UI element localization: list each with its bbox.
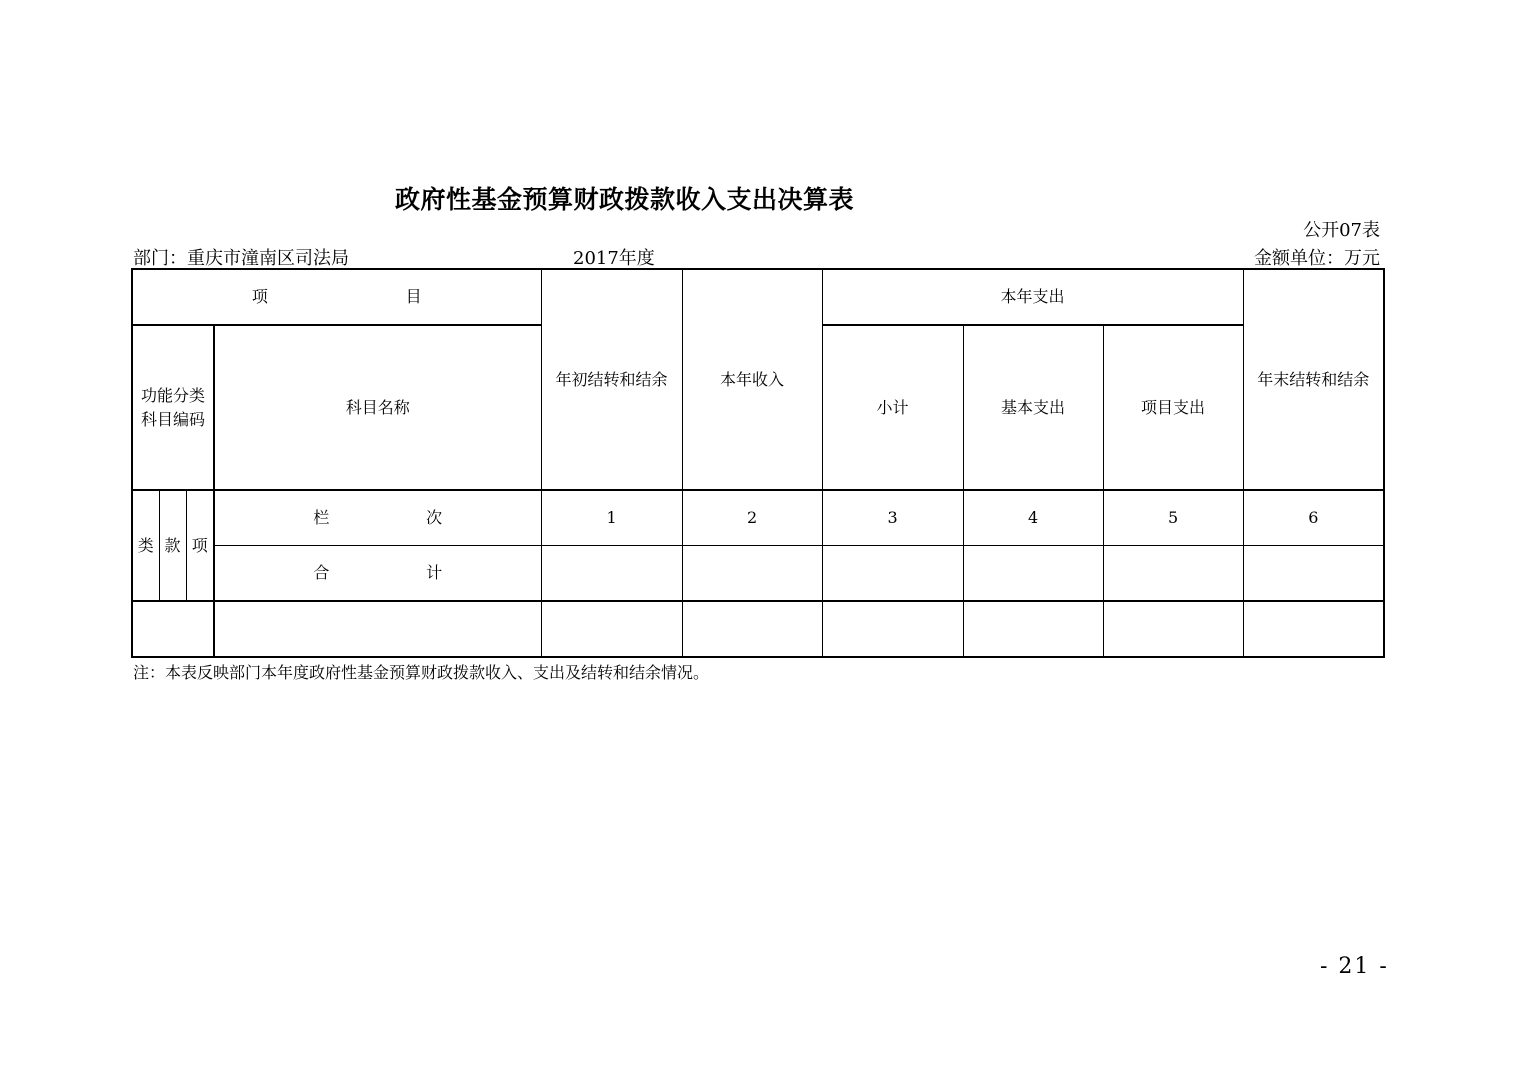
total-row-label-part: 合: [313, 563, 330, 583]
function-code-line: 科目编码: [140, 409, 205, 429]
column-row-label-part: 栏: [313, 508, 330, 528]
total-row-label: [214, 546, 541, 602]
function-code-header: [132, 325, 214, 490]
blank-cell: [1103, 601, 1243, 657]
total-cell: [1103, 546, 1243, 602]
blank-cell: [541, 601, 682, 657]
page-number: - 21 -: [1320, 954, 1389, 979]
total-row-label-part: 计: [426, 563, 443, 583]
blank-cell: [822, 601, 963, 657]
blank-code-cell: [132, 601, 214, 657]
item-header-part: 项: [251, 287, 268, 307]
project-expense-header: 项目支出: [1103, 325, 1243, 490]
column-number: 2: [682, 490, 822, 546]
item-header: [132, 269, 541, 325]
amount-unit: 金额单位：万元: [1254, 248, 1380, 269]
blank-cell: [214, 601, 541, 657]
code-class-header: 类: [132, 490, 159, 601]
column-row-label-part: 次: [426, 508, 443, 528]
code-item-header: 项: [186, 490, 214, 601]
column-number: 5: [1103, 490, 1243, 546]
total-cell: [682, 546, 822, 602]
department-label: 部门：重庆市潼南区司法局: [133, 248, 349, 269]
subtotal-header: 小计: [822, 325, 963, 490]
blank-cell: [963, 601, 1103, 657]
column-row-label: [214, 490, 541, 546]
closing-balance-header: 年末结转和结余: [1243, 269, 1384, 490]
blank-cell: [1243, 601, 1384, 657]
basic-expense-header: 基本支出: [963, 325, 1103, 490]
code-section-header: 款: [159, 490, 186, 601]
column-number: 3: [822, 490, 963, 546]
blank-cell: [682, 601, 822, 657]
subject-name-header: 科目名称: [214, 325, 541, 490]
total-cell: [822, 546, 963, 602]
form-code: 公开07表: [1303, 220, 1380, 241]
column-number: 6: [1243, 490, 1384, 546]
current-expense-header: 本年支出: [822, 269, 1243, 325]
total-cell: [963, 546, 1103, 602]
total-cell: [1243, 546, 1384, 602]
function-code-line: 功能分类: [140, 386, 205, 406]
item-header-part: 目: [405, 287, 422, 307]
document-title: 政府性基金预算财政拨款收入支出决算表: [395, 185, 855, 214]
current-income-header: 本年收入: [682, 269, 822, 490]
opening-balance-header: 年初结转和结余: [541, 269, 682, 490]
total-cell: [541, 546, 682, 602]
column-number: 1: [541, 490, 682, 546]
table-note: 注：本表反映部门本年度政府性基金预算财政拨款收入、支出及结转和结余情况。: [133, 663, 710, 682]
column-number: 4: [963, 490, 1103, 546]
budget-table: [131, 268, 1385, 658]
fiscal-year: 2017年度: [573, 248, 655, 269]
